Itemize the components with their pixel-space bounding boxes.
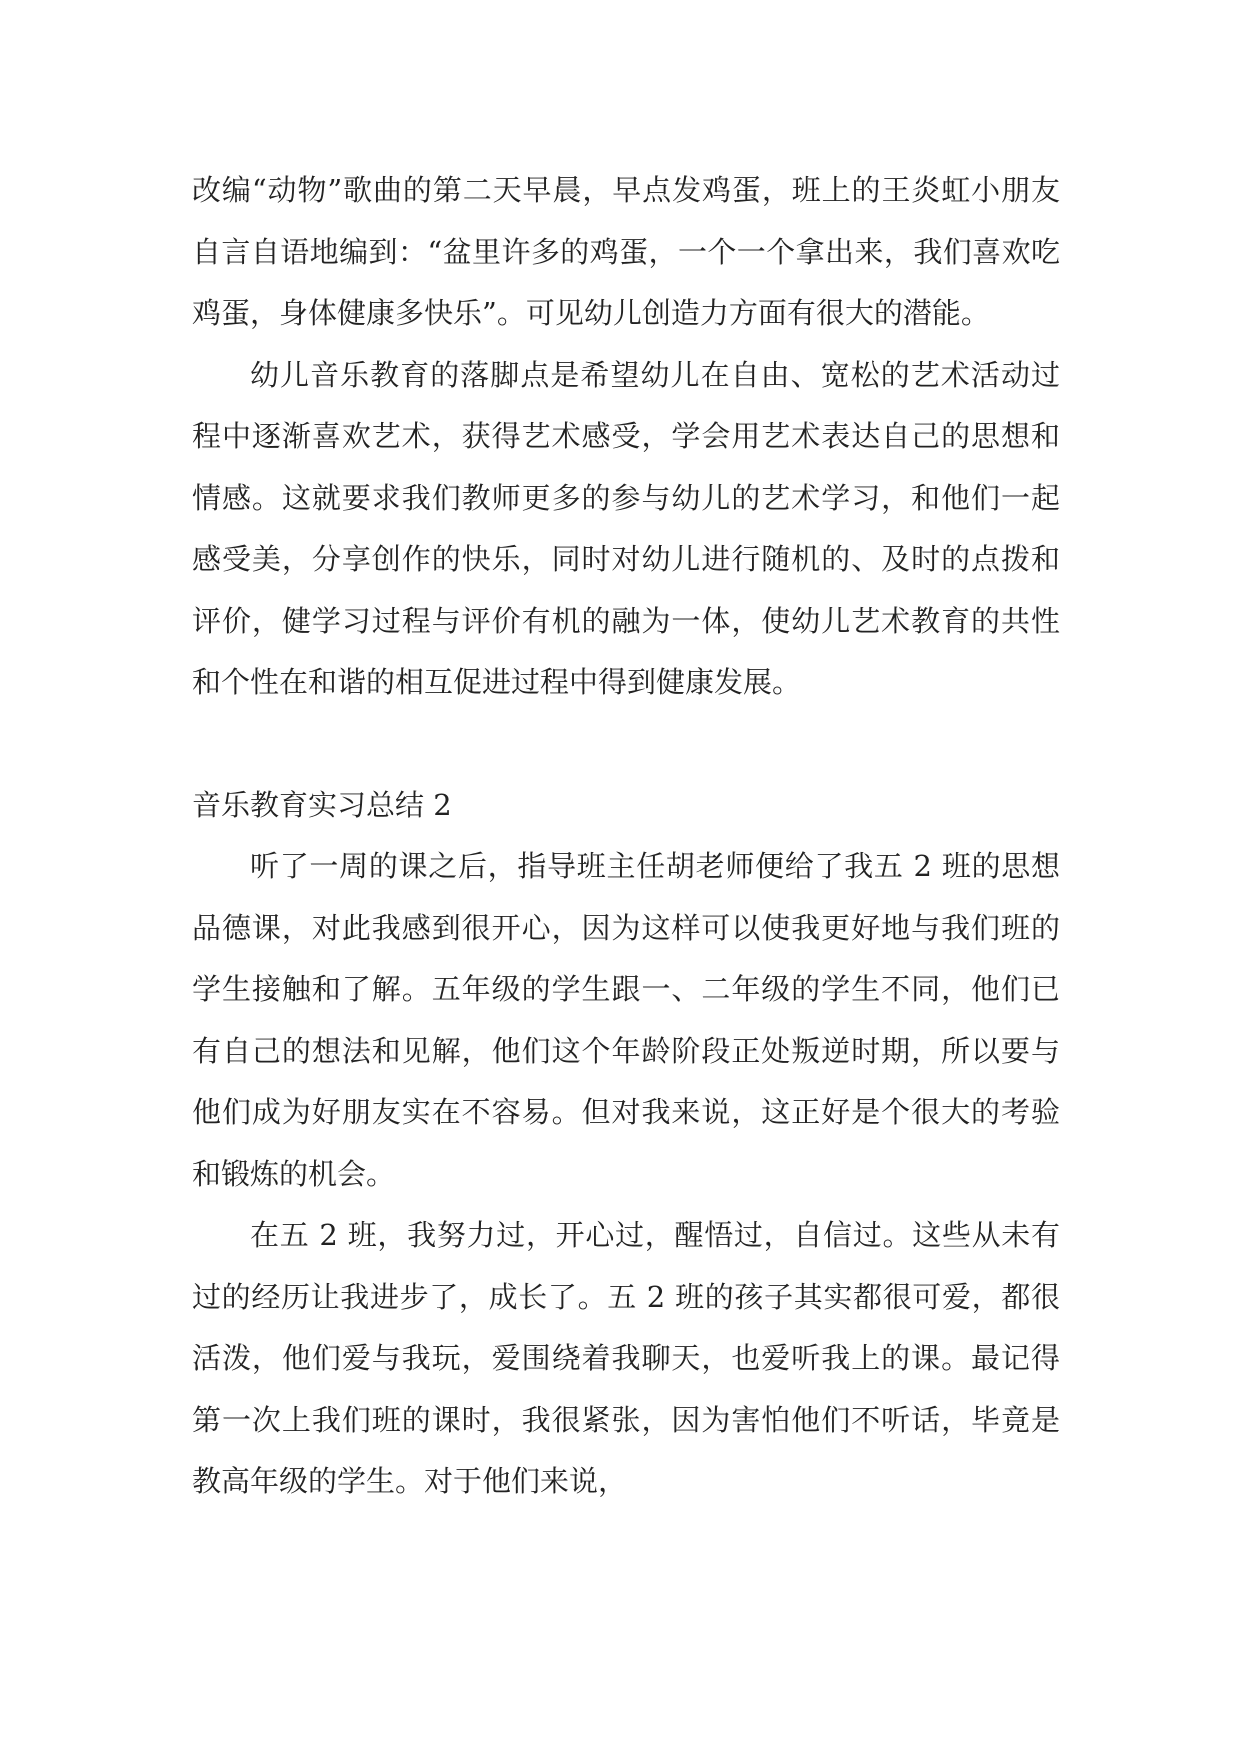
paragraph-music-education-goal: 幼儿音乐教育的落脚点是希望幼儿在自由、宽松的艺术活动过程中逐渐喜欢艺术，获得艺术感受，学会用艺术表达自己的思想和情感。这就要求我们教师更多的参与幼儿的艺术学习，和他们一起感受美，分享创作的快乐，同时对幼儿进行随机的、及时的点拨和评价，健学习过程与评价有机的融为一体，使幼儿艺术教育的共性和个性在和谐的相互促进过程中得到健康发展。 [192,357,1060,699]
paragraph-dongwu-song: 改编“动物”歌曲的第二天早晨，早点发鸡蛋，班上的王炎虹小朋友自言自语地编到：“盆里许多的鸡蛋，一个一个拿出来，我们喜欢吃鸡蛋，身体健康多快乐”。可见幼儿创造力方面有很大的潜能。 [192,173,1060,330]
paragraph-class-five-two: 在五 2 班，我努力过，开心过，醒悟过，自信过。这些从未有过的经历让我进步了，成长了。五 2 班的孩子其实都很可爱，都很活泼，他们爱与我玩，爱围绕着我聊天，也爱听我上的课。最记得第一次上我们班的课时，我很紧张，因为害怕他们不听话，毕竟是教高年级的学生。对于他们来说， [192,1218,1060,1498]
paragraph-first-week: 听了一周的课之后，指导班主任胡老师便给了我五 2 班的思想品德课，对此我感到很开心，因为这样可以使我更好地与我们班的学生接触和了解。五年级的学生跟一、二年级的学生不同，他们已有自己的想法和见解，他们这个年龄阶段正处叛逆时期，所以要与他们成为好朋友实在不容易。但对我来说，这正好是个很大的考验和锻炼的机会。 [192,849,1060,1191]
document-body [192,160,1060,1513]
section-spacer [192,714,1060,775]
section-heading: 音乐教育实习总结 2 [192,787,452,822]
